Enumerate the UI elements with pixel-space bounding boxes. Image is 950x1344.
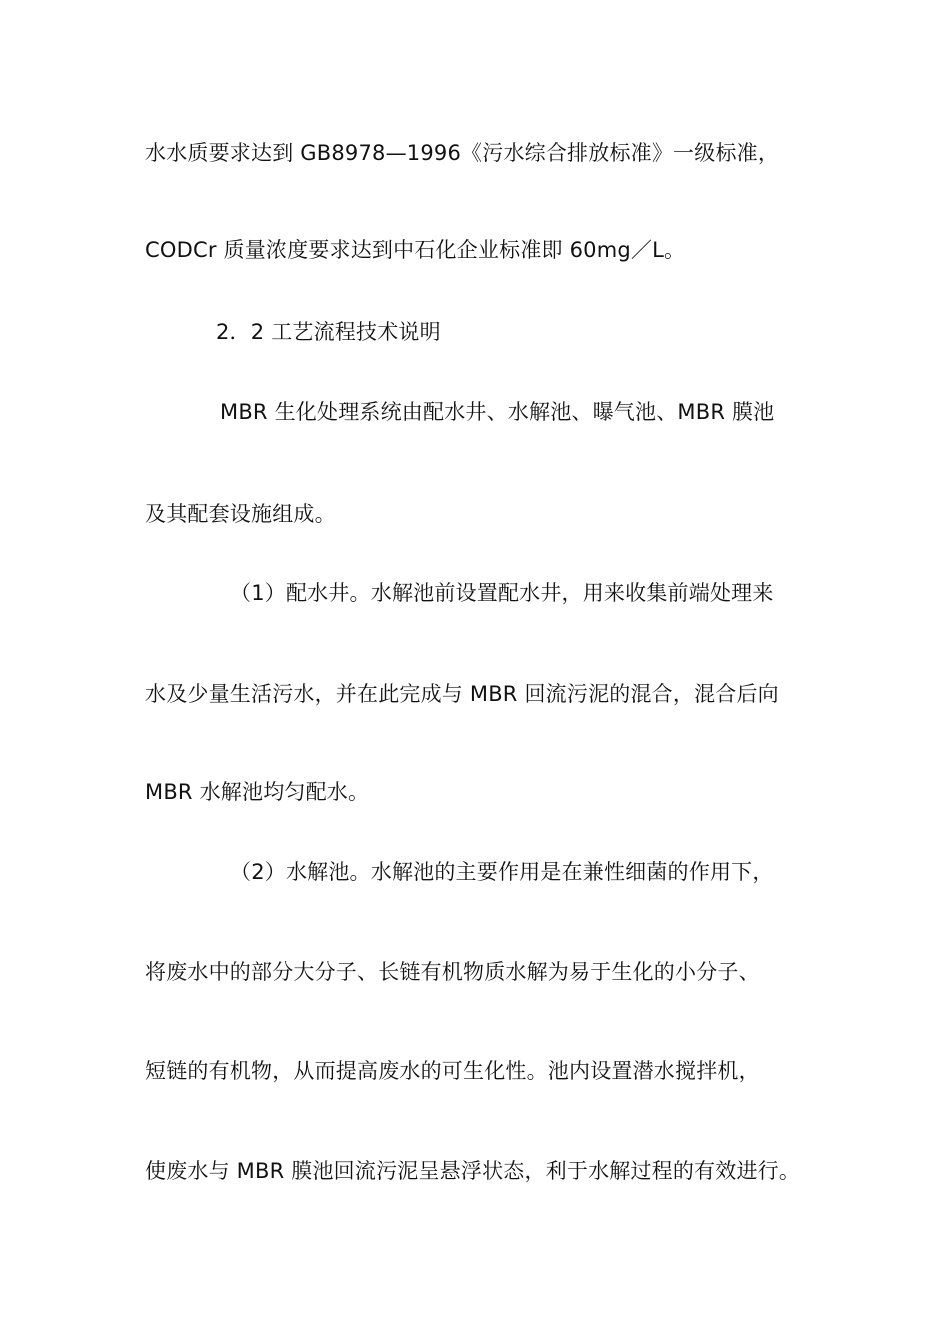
text-line-5: 及其配套设施组成。: [145, 502, 336, 526]
text-line-9: （2）水解池。水解池的主要作用是在兼性细菌的作用下，: [230, 860, 774, 884]
text-line-10: 将废水中的部分大分子、长链有机物质水解为易于生化的小分子、: [145, 960, 760, 984]
text-line-1: 水水质要求达到 GB8978—1996《污水综合排放标准》一级标准，: [145, 141, 780, 165]
section-heading: 2．2 工艺流程技术说明: [216, 320, 441, 344]
text-line-11: 短链的有机物，从而提高废水的可生化性。池内设置潜水搅拌机，: [145, 1059, 760, 1083]
text-line-2: CODCr 质量浓度要求达到中石化企业标准即 60mg／L。: [145, 238, 686, 262]
text-line-8: MBR 水解池均匀配水。: [145, 780, 370, 804]
text-line-12: 使废水与 MBR 膜池回流污泥呈悬浮状态，利于水解过程的有效进行。: [145, 1159, 801, 1183]
text-line-6: （1）配水井。水解池前设置配水井，用来收集前端处理来: [230, 581, 774, 605]
text-line-7: 水及少量生活污水，并在此完成与 MBR 回流污泥的混合，混合后向: [145, 682, 779, 706]
text-line-4: MBR 生化处理系统由配水井、水解池、曝气池、MBR 膜池: [220, 400, 775, 424]
